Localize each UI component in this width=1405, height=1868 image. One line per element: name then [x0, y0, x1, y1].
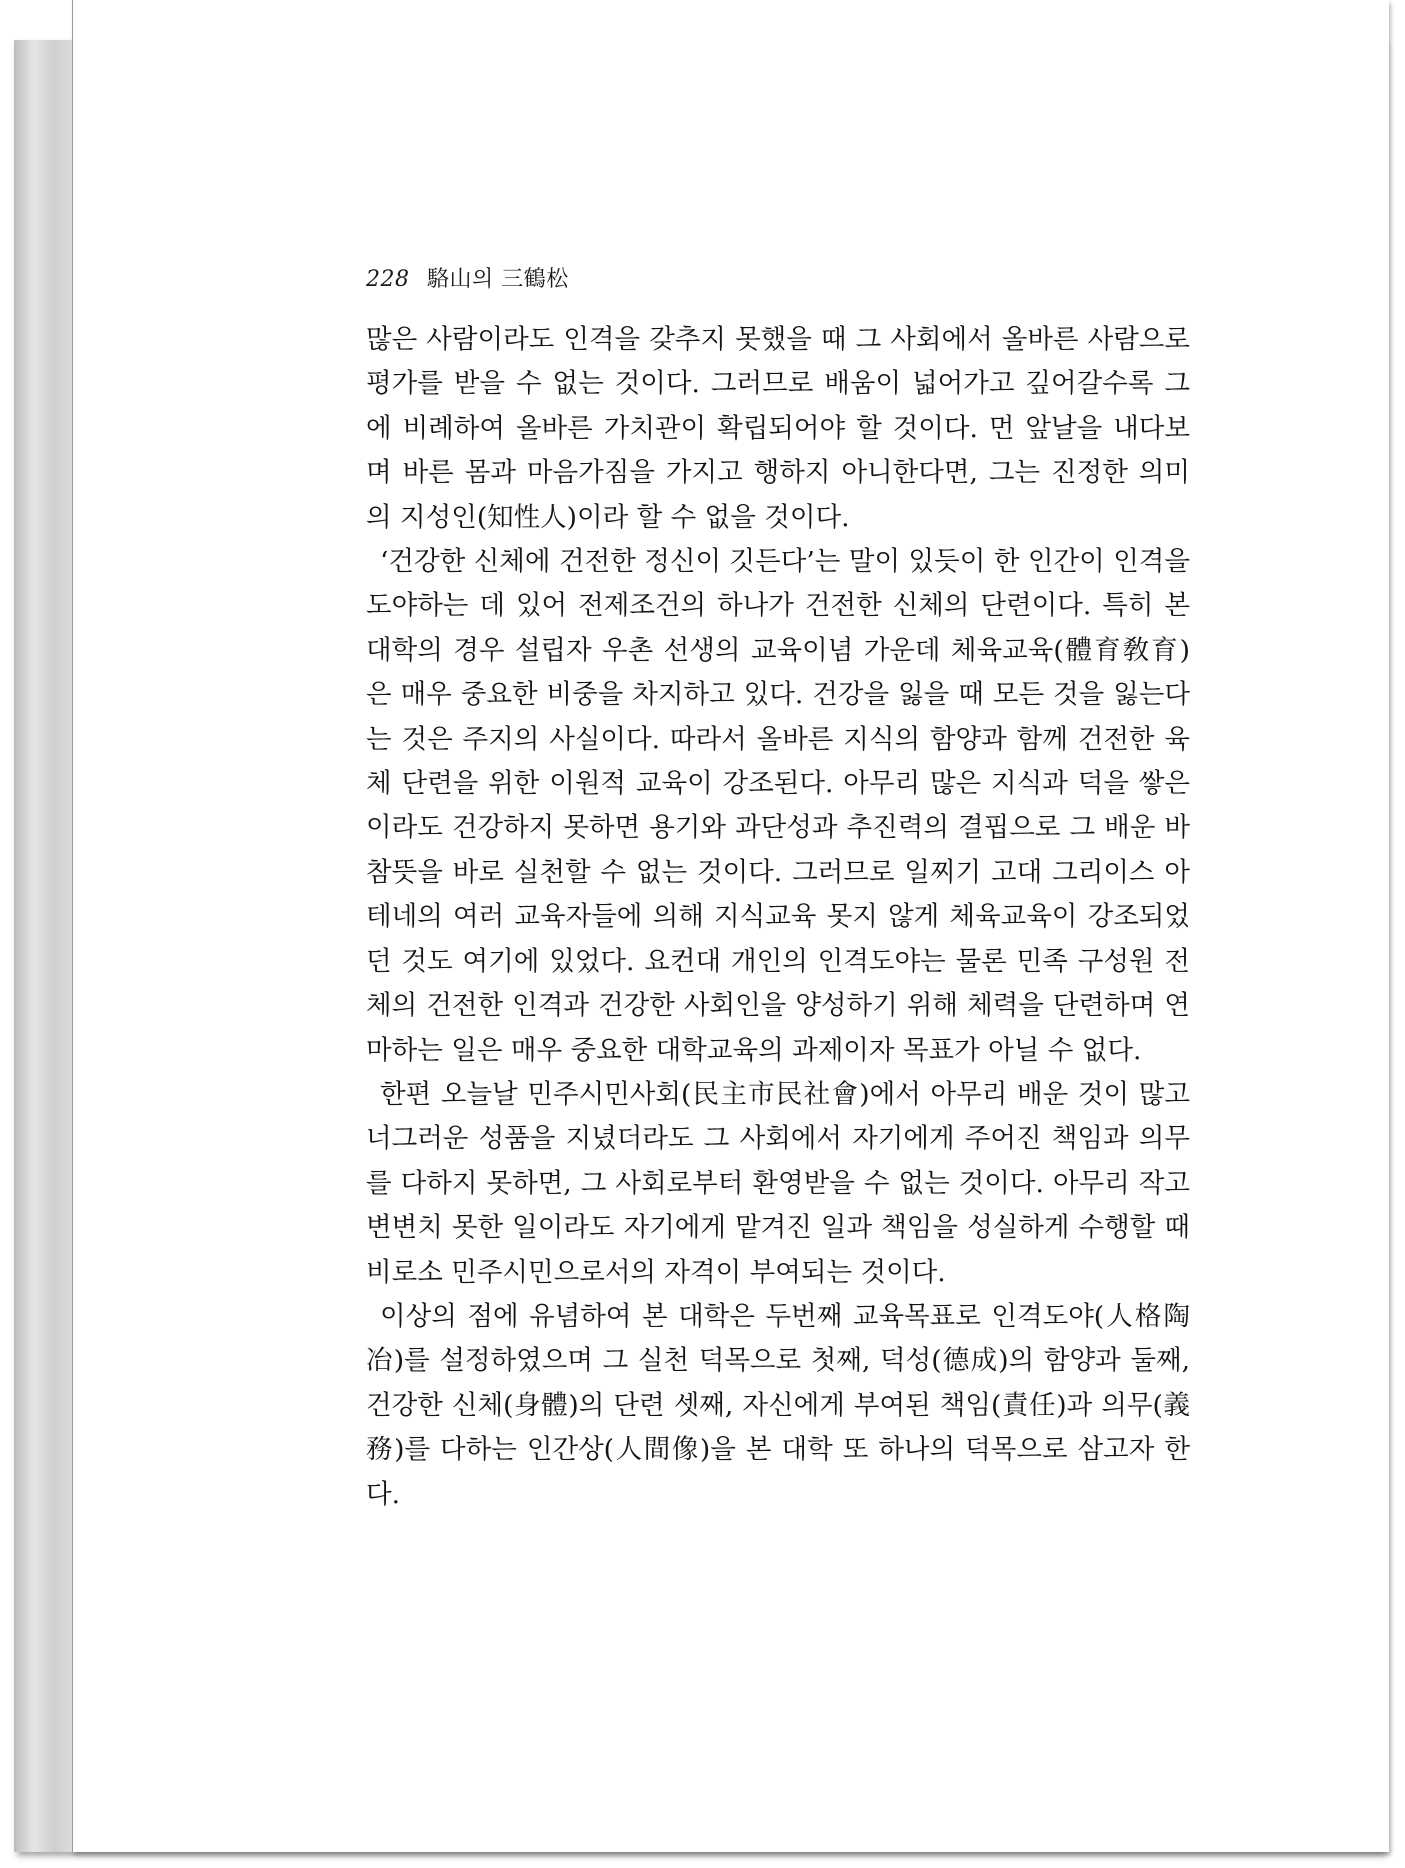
- running-header: [366, 262, 569, 293]
- body-text: [366, 318, 1190, 1517]
- paragraph-4: 이상의 점에 유념하여 본 대학은 두번째 교육목표로 인격도야(人格陶冶)를 설정하였으며 그 실천 덕목으로 첫째, 덕성(德成)의 함양과 둘째, 건강한 신체(身體)의 단련 셋째, 자신에게 부여된 책임(責任)과 의무(義務)를 다하는 인간상(人間像)을 본 대학 또 하나의 덕목으로 삼고자 한다.: [366, 1300, 1190, 1510]
- page-number: 228: [366, 267, 410, 292]
- paragraph-2: ‘건강한 신체에 건전한 정신이 깃든다’는 말이 있듯이 한 인간이 인격을 도야하는 데 있어 전제조건의 하나가 건전한 신체의 단련이다. 특히 본 대학의 경우 설립자 우촌 선생의 교육이념 가운데 체육교육(體育敎育)은 매우 중요한 비중을 차지하고 있다. 건강을 잃을 때 모든 것을 잃는다는 것은 주지의 사실이다. 따라서 올바른 지식의 함양과 함께 건전한 육체 단련을 위한 이원적 교육이 강조된다. 아무리 많은 지식과 덕을 쌓은 이라도 건강하지 못하면 용기와 과단성과 추진력의 결핍으로 그 배운 바 참뜻을 바로 실천할 수 없는 것이다. 그러므로 일찌기 고대 그리이스 아테네의 여러 교육자들에 의해 지식교육 못지 않게 체육교육이 강조되었던 것도 여기에 있었다. 요컨대 개인의 인격도야는 물론 민족 구성원 전체의 건전한 인격과 건강한 사회인을 양성하기 위해 체력을 단련하며 연마하는 일은 매우 중요한 대학교육의 과제이자 목표가 아닐 수 없다.: [366, 546, 1190, 1066]
- paragraph-3: 한편 오늘날 민주시민사회(民主市民社會)에서 아무리 배운 것이 많고 너그러운 성품을 지녔더라도 그 사회에서 자기에게 주어진 책임과 의무를 다하지 못하면, 그 사회로부터 환영받을 수 없는 것이다. 아무리 작고 변변치 못한 일이라도 자기에게 맡겨진 일과 책임을 성실하게 수행할 때 비로소 민주시민으로서의 자격이 부여되는 것이다.: [366, 1078, 1190, 1288]
- paragraph-1: 많은 사람이라도 인격을 갖추지 못했을 때 그 사회에서 올바른 사람으로 평가를 받을 수 없는 것이다. 그러므로 배움이 넓어가고 깊어갈수록 그에 비례하여 올바른 가치관이 확립되어야 할 것이다. 먼 앞날을 내다보며 바른 몸과 마음가짐을 가지고 행하지 아니한다면, 그는 진정한 의미의 지성인(知性人)이라 할 수 없을 것이다.: [366, 324, 1190, 533]
- running-title: 駱山의 三鶴松: [427, 267, 569, 292]
